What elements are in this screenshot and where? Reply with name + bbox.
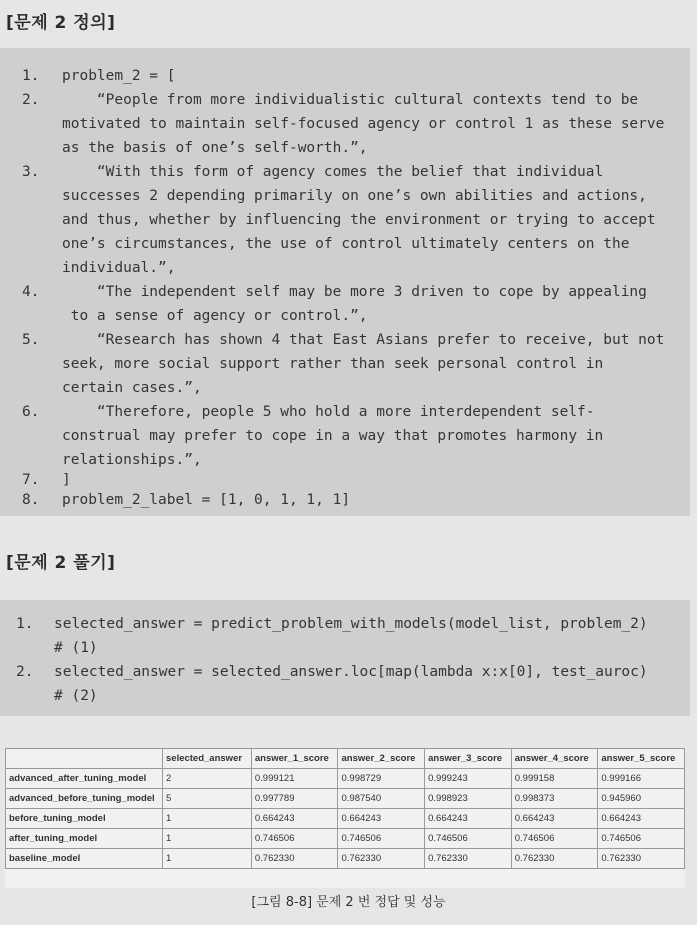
table-cell: 0.999121 (251, 769, 338, 789)
table-cell: 0.746506 (425, 829, 512, 849)
line-number: 1. (16, 616, 34, 632)
table-cell: 0.997789 (251, 789, 338, 809)
line-number: 2. (22, 92, 40, 108)
solution-code-block (0, 600, 690, 716)
line-number: 1. (22, 68, 40, 84)
table-row (6, 849, 685, 869)
code-line: “The independent self may be more 3 driven to cope by appealing (62, 284, 647, 300)
table-cell: 0.746506 (338, 829, 425, 849)
code-line: as the basis of one’s self-worth.”, (62, 140, 368, 156)
line-number: 7. (22, 472, 40, 488)
code-line: and thus, whether by influencing the environment or trying to accept (62, 212, 656, 228)
code-line: certain cases.”, (62, 380, 202, 396)
definition-code-block (0, 48, 690, 516)
code-line: problem_2_label = [1, 0, 1, 1, 1] (62, 492, 351, 508)
code-line: “Therefore, people 5 who hold a more interdependent self- (62, 404, 595, 420)
table-cell: 0.998923 (425, 789, 512, 809)
table-cell: 0.762330 (338, 849, 425, 869)
code-line: “Research has shown 4 that East Asians prefer to receive, but not (62, 332, 665, 348)
line-number: 5. (22, 332, 40, 348)
model-name-cell: advanced_after_tuning_model (6, 769, 163, 789)
code-line: one’s circumstances, the use of control ultimately centers on the (62, 236, 630, 252)
table-cell: 0.987540 (338, 789, 425, 809)
table-header-row (6, 749, 685, 769)
table-cell: 0.664243 (251, 809, 338, 829)
table-row (6, 809, 685, 829)
table-row (6, 769, 685, 789)
code-line: selected_answer = selected_answer.loc[map(lambda x:x[0], test_auroc) (54, 664, 648, 680)
table-cell: 0.762330 (598, 849, 685, 869)
line-number: 8. (22, 492, 40, 508)
table-cell: 0.945960 (598, 789, 685, 809)
table-cell: 0.999166 (598, 769, 685, 789)
code-line: relationships.”, (62, 452, 202, 468)
code-line: selected_answer = predict_problem_with_models(model_list, problem_2) (54, 616, 648, 632)
table-header-cell: answer_2_score (338, 749, 425, 769)
model-name-cell: baseline_model (6, 849, 163, 869)
table-cell: 0.746506 (511, 829, 598, 849)
model-name-cell: before_tuning_model (6, 809, 163, 829)
table-cell: 2 (163, 769, 252, 789)
table-cell: 1 (163, 829, 252, 849)
line-number: 4. (22, 284, 40, 300)
solution-heading: [문제 2 풀기] (6, 553, 116, 573)
table-cell: 0.664243 (425, 809, 512, 829)
table-cell: 5 (163, 789, 252, 809)
table-cell: 0.664243 (338, 809, 425, 829)
model-name-cell: after_tuning_model (6, 829, 163, 849)
table-cell: 0.998729 (338, 769, 425, 789)
table-cell: 0.762330 (511, 849, 598, 869)
line-number: 2. (16, 664, 34, 680)
table-row (6, 789, 685, 809)
table-header-cell: answer_5_score (598, 749, 685, 769)
table-cell: 1 (163, 849, 252, 869)
line-number: 6. (22, 404, 40, 420)
code-line: ] (62, 472, 71, 488)
code-line: “With this form of agency comes the belief that individual (62, 164, 604, 180)
table-header-cell: selected_answer (163, 749, 252, 769)
table-cell: 0.664243 (511, 809, 598, 829)
table-cell: 0.746506 (251, 829, 338, 849)
results-table-wrapper (5, 748, 685, 888)
table-cell: 0.999243 (425, 769, 512, 789)
code-line: seek, more social support rather than seek personal control in (62, 356, 604, 372)
code-line: motivated to maintain self-focused agency or control 1 as these serve (62, 116, 665, 132)
table-header-cell: answer_4_score (511, 749, 598, 769)
code-line: problem_2 = [ (62, 68, 176, 84)
table-cell: 0.746506 (598, 829, 685, 849)
table-row (6, 829, 685, 849)
code-comment: # (2) (54, 688, 98, 704)
code-comment: # (1) (54, 640, 98, 656)
table-header-cell: answer_1_score (251, 749, 338, 769)
table-header-cell: answer_3_score (425, 749, 512, 769)
code-line: “People from more individualistic cultural contexts tend to be (62, 92, 639, 108)
results-table (5, 748, 685, 869)
line-number: 3. (22, 164, 40, 180)
code-line: construal may prefer to cope in a way that promotes harmony in (62, 428, 604, 444)
table-cell: 0.999158 (511, 769, 598, 789)
table-header-cell (6, 749, 163, 769)
model-name-cell: advanced_before_tuning_model (6, 789, 163, 809)
code-line: to a sense of agency or control.”, (62, 308, 368, 324)
definition-heading: [문제 2 정의] (6, 13, 116, 33)
table-cell: 1 (163, 809, 252, 829)
table-cell: 0.762330 (251, 849, 338, 869)
table-cell: 0.762330 (425, 849, 512, 869)
code-line: successes 2 depending primarily on one’s own abilities and actions, (62, 188, 647, 204)
code-line: individual.”, (62, 260, 176, 276)
table-cell: 0.664243 (598, 809, 685, 829)
table-cell: 0.998373 (511, 789, 598, 809)
figure-caption: [그림 8-8] 문제 2 번 정답 및 성능 (251, 895, 446, 910)
